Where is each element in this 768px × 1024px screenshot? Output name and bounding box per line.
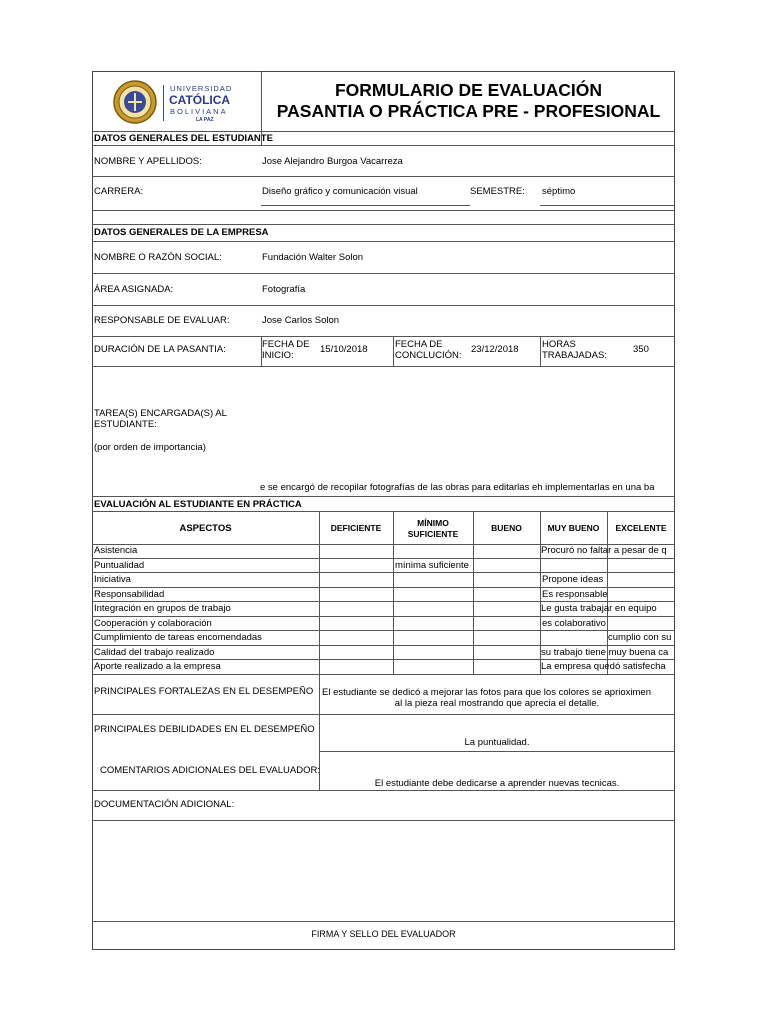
minimo-puntualidad: mínima suficiente [395, 560, 469, 571]
muy-bueno-calidad: su trabajo tiene muy buena ca [541, 647, 669, 658]
form-title-line2: PASANTIA O PRÁCTICA PRE - PROFESIONAL [276, 101, 661, 121]
university-logo [108, 77, 258, 127]
area-label: ÁREA ASIGNADA: [94, 284, 174, 295]
aspect-iniciativa: Iniciativa [94, 574, 131, 585]
evaluator-label: RESPONSABLE DE EVALUAR: [94, 315, 230, 326]
aspect-asistencia: Asistencia [94, 545, 138, 556]
comments-label: COMENTARIOS ADICIONALES DEL EVALUADOR: [100, 765, 320, 776]
form-title-line1: FORMULARIO DE EVALUACIÓN [334, 80, 603, 100]
student-name-label: NOMBRE Y APELLIDOS: [94, 156, 202, 167]
evaluator-value: Jose Carlos Solon [262, 315, 340, 326]
tasks-label-2: ESTUDIANTE: [94, 419, 157, 430]
muy-bueno-asistencia: Procuró no faltar a pesar de q [541, 545, 667, 556]
semester-label: SEMESTRE: [470, 186, 525, 197]
end-date-value: 23/12/2018 [471, 344, 519, 355]
comments-value: El estudiante debe dedicarse a aprender nuevas tecnicas. [374, 778, 620, 789]
header-minimo-2: SUFICIENTE [407, 529, 459, 539]
muy-bueno-integracion: Le gusta trabajar en equipo [541, 603, 657, 614]
muy-bueno-aporte: La empresa quedó satisfecha [541, 661, 666, 672]
student-name-value: Jose Alejandro Burgoa Vacarreza [262, 156, 403, 167]
tasks-value-cell [260, 482, 674, 494]
hours-label-1: HORAS [542, 339, 576, 350]
header-deficiente: DEFICIENTE [330, 523, 382, 533]
muy-bueno-responsabilidad: Es responsable [542, 589, 608, 600]
header-muy-bueno: MUY BUENO [547, 523, 600, 533]
university-seal-icon [112, 77, 158, 127]
evaluation-section-title: EVALUACIÓN AL ESTUDIANTE EN PRÁCTICA [94, 499, 302, 510]
semester-value: séptimo [542, 186, 576, 197]
documentation-label: DOCUMENTACIÓN ADICIONAL: [94, 799, 235, 810]
student-section-title: DATOS GENERALES DEL ESTUDIANTE [94, 133, 273, 144]
logo-text-1: UNIVERSIDAD [170, 84, 233, 93]
tasks-value: e se encargó de recopilar fotografías de las obras para editarlas eh implementarlas en una ba [260, 482, 655, 493]
end-date-label-1: FECHA DE [395, 339, 443, 350]
strengths-value-2: al la pieza real mostrando que aprecia el detalle. [394, 698, 600, 709]
header-bueno: BUENO [491, 523, 522, 533]
hours-label-2: TRABAJADAS: [542, 350, 607, 361]
company-name-label: NOMBRE O RAZÓN SOCIAL: [94, 252, 222, 263]
company-name-value: Fundación Walter Solon [262, 252, 364, 263]
tasks-note: (por orden de importancia) [94, 442, 206, 453]
logo-text-4: LA PAZ [196, 117, 214, 123]
company-section-title: DATOS GENERALES DE LA EMPRESA [94, 227, 269, 238]
start-date-label-2: INICIO: [262, 350, 294, 361]
documentation-area[interactable] [93, 821, 674, 921]
header-excelente: EXCELENTE [615, 523, 667, 533]
aspect-puntualidad: Puntualidad [94, 560, 145, 571]
logo-text-3: BOLIVIANA [170, 107, 228, 116]
aspect-aporte: Aporte realizado a la empresa [94, 661, 221, 672]
hours-value: 350 [633, 344, 649, 355]
muy-bueno-cooperacion: es colaborativo [542, 618, 606, 629]
aspect-cooperacion: Cooperación y colaboración [94, 618, 212, 629]
logo-divider [163, 85, 164, 121]
career-label: CARRERA: [94, 186, 144, 197]
duration-label: DURACIÓN DE LA PASANTIA: [94, 344, 226, 355]
aspect-integracion: Integración en grupos de trabajo [94, 603, 231, 614]
strengths-label: PRINCIPALES FORTALEZAS EN EL DESEMPEÑO [94, 686, 314, 697]
header-aspects: ASPECTOS [179, 523, 232, 534]
strengths-value-1: El estudiante se dedicó a mejorar las fotos para que los colores se aprioximen [322, 687, 651, 698]
weaknesses-value: La puntualidad. [464, 737, 530, 748]
tasks-label-1: TAREA(S) ENCARGADA(S) AL [94, 408, 227, 419]
start-date-label-1: FECHA DE [262, 339, 310, 350]
logo-text-2: CATÓLICA [169, 93, 231, 107]
aspect-cumplimiento: Cumplimiento de tareas encomendadas [94, 632, 262, 643]
aspect-calidad: Calidad del trabajo realizado [94, 647, 215, 658]
muy-bueno-iniciativa: Propone ideas [542, 574, 604, 585]
header-minimo-1: MÍNIMO [417, 518, 449, 528]
weaknesses-label: PRINCIPALES DEBILIDADES EN EL DESEMPEÑO [94, 724, 315, 735]
career-value: Diseño gráfico y comunicación visual [262, 186, 418, 197]
excelente-cumplimiento: cumplio con su [608, 632, 672, 643]
aspect-responsabilidad: Responsabilidad [94, 589, 165, 600]
area-value: Fotografía [262, 284, 306, 295]
end-date-label-2: CONCLUCIÓN: [395, 350, 462, 361]
signature-label: FIRMA Y SELLO DEL EVALUADOR [311, 929, 456, 939]
start-date-value: 15/10/2018 [320, 344, 368, 355]
